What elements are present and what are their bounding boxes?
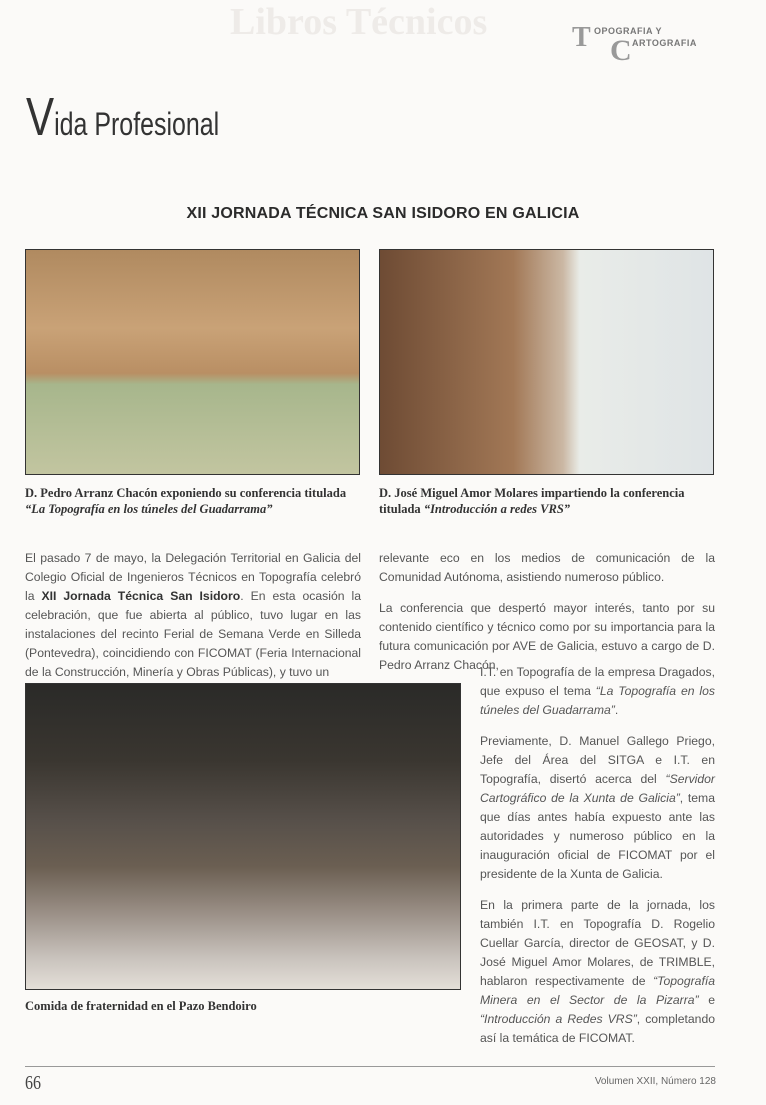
text: . [614, 703, 619, 717]
photo-caption-2 [379, 485, 714, 517]
photo-caption-3: Comida de fraternidad en el Pazo Bendoiro [25, 999, 257, 1013]
italic-text: “Servidor Cartográfico de la Xunta de Galicia” [480, 772, 715, 805]
section-initial: V [26, 87, 55, 147]
photo-fraternity-dinner [25, 683, 461, 990]
paragraph-4 [480, 896, 715, 1048]
italic-text: “Introducción a Redes VRS” [480, 1012, 637, 1026]
article-headline [0, 205, 766, 223]
paragraph-3 [480, 732, 715, 884]
text: I.T. en Topografía de la empresa Dragados, que expuso el tema [480, 665, 715, 698]
text: , completando así la temática de FICOMAT. [480, 1012, 715, 1045]
issue-label: Volumen XXII, Número 128 [594, 1076, 716, 1087]
body-column-1 [25, 549, 361, 694]
logo-line2: ARTOGRAFIA [632, 38, 697, 48]
paragraph-1-cont: relevante eco en los medios de comunicación de la Comunidad Autónoma, asistiendo numeroso público. [379, 551, 715, 584]
page-number: 66 [25, 1072, 41, 1094]
text: . En esta ocasión la celebración, que fue abierta al público, tuvo lugar en las instalaciones del recinto Ferial de Semana Verde en Silleda (Pontevedra), coincidiendo con FICOMAT (Feria Internacional de la Construcción, Minería y Obras Públicas), y tuvo un [25, 589, 362, 679]
text: , tema que días antes había expuesto ante las autoridades y numeroso público en la inauguración oficial de FICOMAT por el presidente de la Xunta de Galicia. [480, 791, 715, 881]
background-ghost-title: Libros Técnicos [230, 1, 488, 43]
text: Previamente, D. Manuel Gallego Priego, Jefe del Área del SITGA e I.T. en Topografía, disertó acerca del [480, 734, 715, 786]
text: El pasado 7 de mayo, la Delegación Territorial en Galicia del Colegio Oficial de Ingenieros Técnicos en Topografía celebró la [25, 551, 361, 603]
logo-line1: OPOGRAFIA Y [594, 26, 663, 36]
text: En la primera parte de la jornada, los también I.T. en Topografía D. Rogelio Cuellar García, director de GEOSAT, y D. José Miguel Amor Molares, de TRIMBLE, hablaron respectivamente de [480, 898, 715, 988]
logo-initial-t: T [572, 22, 591, 53]
caption-text: D. José Miguel Amor Molares impartiendo la conferencia titulada [379, 486, 685, 516]
footer-divider [25, 1066, 715, 1067]
magazine-logo [572, 22, 712, 67]
italic-text: “La Topografía en los túneles del Guadarrama” [480, 684, 715, 717]
body-column-2-narrow [480, 663, 715, 1060]
body-column-2-top [379, 549, 715, 675]
paragraph-1 [25, 549, 361, 682]
caption-italic: “Introducción a redes VRS” [423, 502, 571, 516]
caption-text: D. Pedro Arranz Chacón exponiendo su conferencia titulada [25, 486, 347, 500]
photo-pedro-arranz [25, 249, 360, 475]
paragraph-2a: La conferencia que despertó mayor interés, tanto por su contenido científico y técnico como por su importancia para la futura comunicación por AVE de Galicia, estuvo a cargo de D. Pedro Arranz Chacón, [379, 601, 715, 672]
section-title [26, 86, 219, 148]
logo-initial-c: C [610, 34, 632, 67]
section-rest: ida Profesional [54, 106, 220, 142]
caption-italic: “La Topografía en los túneles del Guadarrama” [25, 502, 273, 516]
text: e [698, 993, 715, 1007]
headline-text: XII JORNADA TÉCNICA SAN ISIDORO EN GALICIA [186, 205, 580, 222]
italic-text: “Topografía Minera en el Sector de la Pizarra” [480, 974, 715, 1007]
photo-jose-miguel-amor [379, 249, 714, 475]
photo-caption-1 [25, 485, 360, 517]
bold-text: XII Jornada Técnica San Isidoro [41, 589, 241, 603]
paragraph-2b [480, 663, 715, 720]
